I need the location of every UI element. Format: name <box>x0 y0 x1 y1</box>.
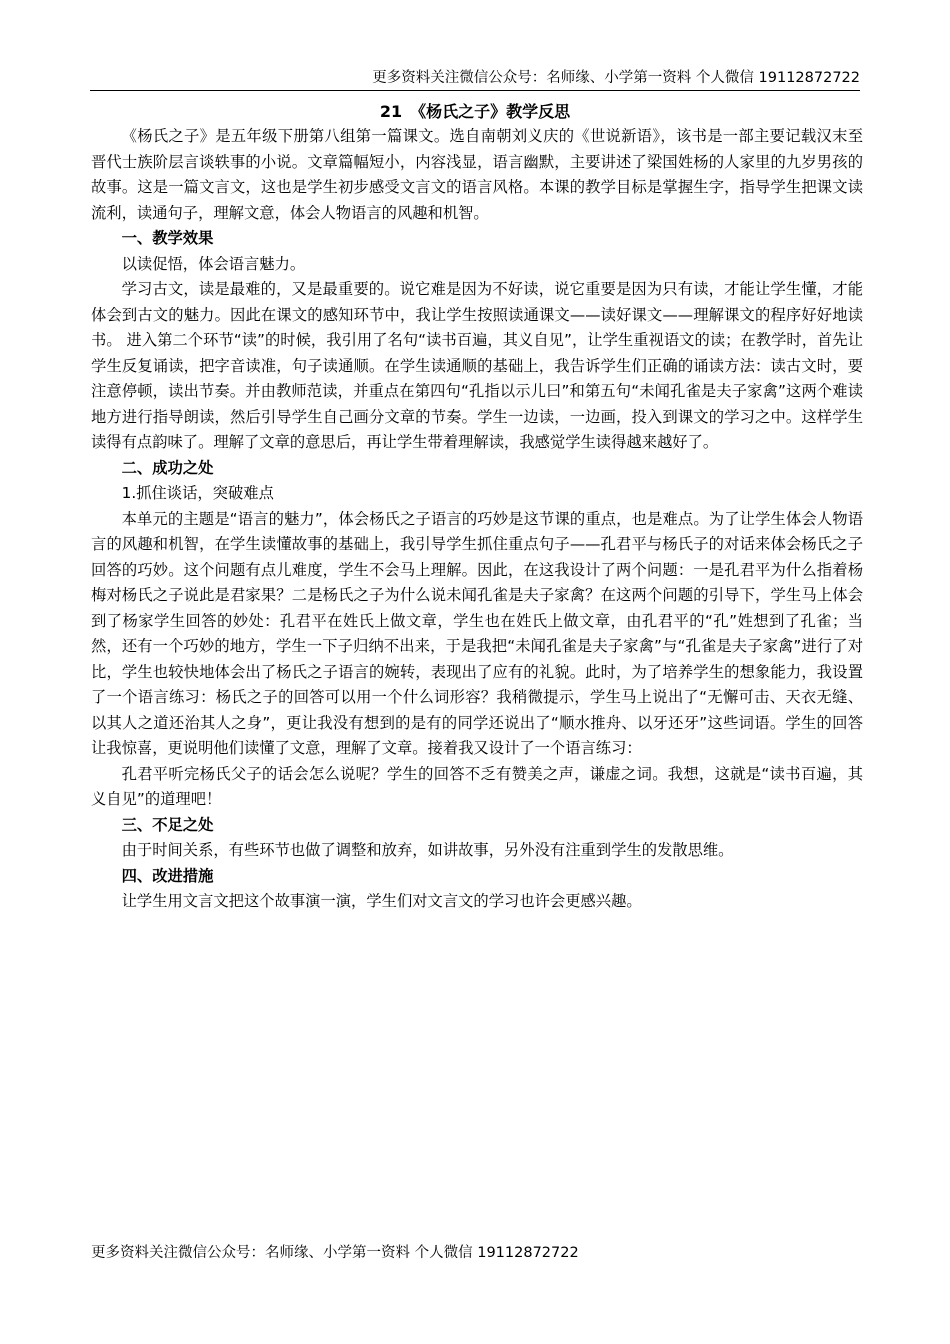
intro-paragraph: 《杨氏之子》是五年级下册第八组第一篇课文。选自南朝刘义庆的《世说新语》，该书是一部主要记载汉末至晋代士族阶层言谈轶事的小说。文章篇幅短小，内容浅显，语言幽默，主要讲述了梁国姓杨的人家里的九岁男孩的故事。这是一篇文言文，这也是学生初步感受文言文的语言风格。本课的教学目标是掌握生字，指导学生把课文读流利，读通句子，理解文意，体会人物语言的风趣和机智。 <box>91 127 863 222</box>
paragraph: 本单元的主题是“语言的魅力”，体会杨氏之子语言的巧妙是这节课的重点，也是难点。为了让学生体会人物语言的风趣和机智，在学生读懂故事的基础上，我引导学生抓住重点句子——孔君平与杨氏子的对话来体会杨氏之子回答的巧妙。这个问题有点儿难度，学生不会马上理解。因此，在这我设计了两个问题：一是孔君平为什么指着杨梅对杨氏之子说此是君家果？二是杨氏之子为什么说未闻孔雀是夫子家禽？在这两个问题的引导下，学生马上体会到了杨家学生回答的妙处：孔君平在姓氏上做文章，学生也在姓氏上做文章，由孔君平的“孔”姓想到了孔雀；当然，还有一个巧妙的地方，学生一下子归纳不出来，于是我把“未闻孔雀是夫子家禽”与“孔雀是夫子家禽”进行了对比，学生也较快地体会出了杨氏之子语言的婉转，表现出了应有的礼貌。此时，为了培养学生的想象能力，我设置了一个语言练习：杨氏之子的回答可以用一个什么词形容？我稍微提示，学生马上说出了“无懈可击、天衣无缝、以其人之道还治其人之身”，更让我没有想到的是有的同学还说出了“顺水推舟、以牙还牙”这些词语。学生的回答让我惊喜，更说明他们读懂了文意，理解了文章。接着我又设计了一个语言练习： <box>91 509 863 757</box>
section-heading-teaching-effect: 一、教学效果 <box>121 229 214 247</box>
paragraph: 让学生用文言文把这个故事演一演，学生们对文言文的学习也许会更感兴趣。 <box>121 892 642 910</box>
page-header: 更多资料关注微信公众号：名师缘、小学第一资料 个人微信 19112872722 <box>90 69 860 91</box>
section-heading-shortcomings: 三、不足之处 <box>121 815 214 834</box>
section-heading-successes: 二、成功之处 <box>121 458 214 477</box>
paragraph: 学习古文，读是最难的，又是最重要的。说它难是因为不好读，说它重要是因为只有读，才能让学生懂，才能体会到古文的魅力。因此在课文的感知环节中，我让学生按照读通课文——读好课文——理解课文的程序好好地读书。 进入第二个环节“读”的时候，我引用了名句“读书百遍，其义自见”，让学生重视语文的读；在教学时，首先让学生反复诵读，把字音读准，句子读通顺。在学生读通顺的基础上，我告诉学生们正确的诵读方法：读古文时，要注意停顿，读出节奏。并由教师范读，并重点在第四句“孔指以示儿曰”和第五句“未闻孔雀是夫子家禽”这两个难读地方进行指导朗读，然后引导学生自己画分文章的节奏。学生一边读，一边画，投入到课文的学习之中。这样学生读得有点韵味了。理解了文章的意思后，再让学生带着理解读，我感觉学生读得越来越好了。 <box>91 280 863 451</box>
section-heading-improvements: 四、改进措施 <box>121 866 214 885</box>
paragraph: 1.抓住谈话，突破难点 <box>121 484 274 502</box>
document-body <box>91 124 863 915</box>
paragraph: 孔君平听完杨氏父子的话会怎么说呢？学生的回答不乏有赞美之声，谦虚之词。我想，这就是“读书百遍，其义自见”的道理吧！ <box>91 764 863 808</box>
paragraph: 由于时间关系，有些环节也做了调整和放弃，如讲故事，另外没有注重到学生的发散思维。 <box>121 841 734 859</box>
page-footer: 更多资料关注微信公众号：名师缘、小学第一资料 个人微信 19112872722 <box>91 1245 579 1261</box>
paragraph: 以读促悟，体会语言魅力。 <box>121 254 306 273</box>
page-title: 21 《杨氏之子》教学反思 <box>379 102 571 121</box>
